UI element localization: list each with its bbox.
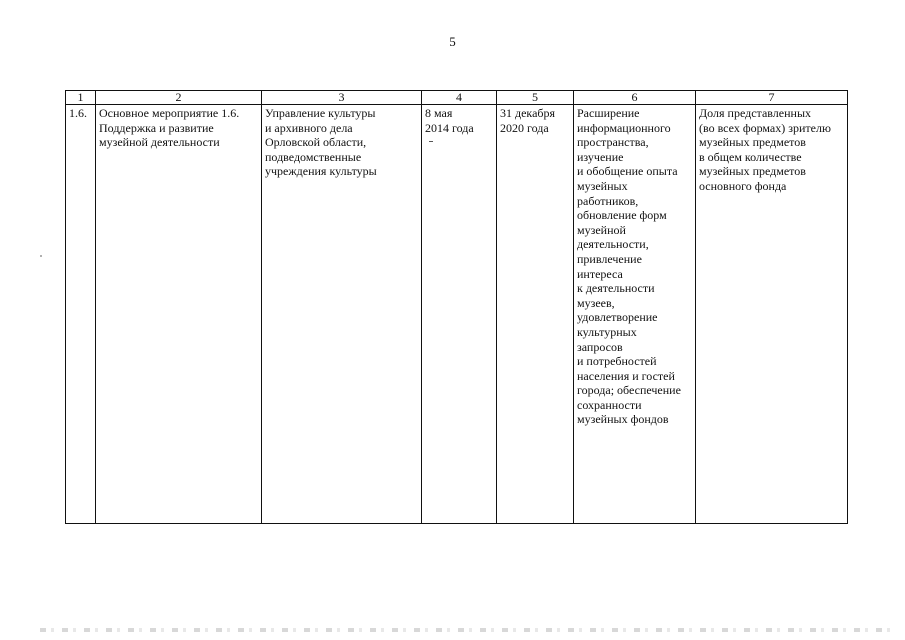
expected-result-text: Расширение информационного пространства, изучение и обобщение опыта музейных работников, обновление форм музейной деятельности, привлечение интереса к деятельности музеев, удовлетворение культурных запросов и потребностей населения и гостей города; обеспечение сохранности музейных фондов (577, 106, 681, 427)
row-number: 1.6. (69, 106, 87, 120)
ink-mark (429, 141, 433, 142)
column-header-5: 5 (497, 91, 574, 105)
column-header-6: 6 (574, 91, 696, 105)
executor-cell (262, 105, 422, 524)
column-header-3: 3 (262, 91, 422, 105)
start-date-text: 8 мая 2014 года (425, 106, 474, 135)
column-header-2: 2 (96, 91, 262, 105)
scan-speck (40, 255, 42, 257)
column-header-7: 7 (696, 91, 848, 105)
start-date-cell (422, 105, 497, 524)
expected-result-cell (574, 105, 696, 524)
column-header-1: 1 (66, 91, 96, 105)
activity-text: Основное мероприятие 1.6. Поддержка и развитие музейной деятельности (99, 106, 240, 150)
executor-text: Управление культуры и архивного дела Орловской области, подведомственные учреждения культуры (265, 106, 377, 179)
indicator-text: Доля представленных (во всех формах) зрителю музейных предметов в общем количестве музейных предметов основного фонда (699, 106, 831, 193)
table-row (66, 105, 848, 524)
row-number-cell (66, 105, 96, 524)
activity-cell (96, 105, 262, 524)
end-date-text: 31 декабря 2020 года (500, 106, 556, 135)
scan-artifact-strip (40, 628, 890, 632)
program-activities-table (65, 90, 848, 524)
indicator-cell (696, 105, 848, 524)
column-header-4: 4 (422, 91, 497, 105)
end-date-cell (497, 105, 574, 524)
table-header-row (66, 91, 848, 105)
page-number: 5 (449, 34, 456, 49)
